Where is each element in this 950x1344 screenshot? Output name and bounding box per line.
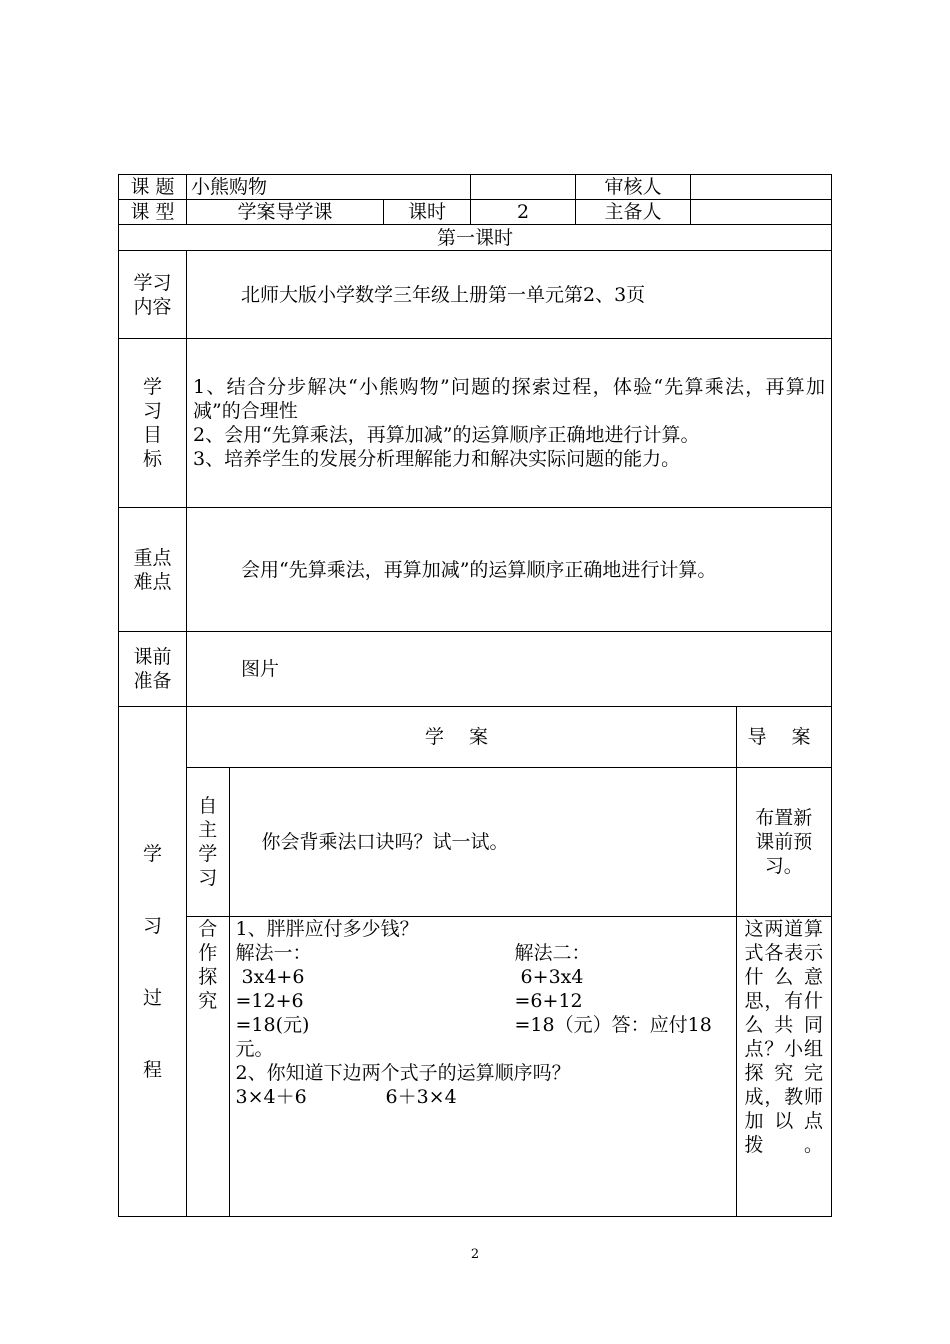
objectives-text <box>187 339 832 508</box>
objective-item: 3、培养学生的发展分析理解能力和解决实际问题的能力。 <box>193 448 681 470</box>
expression-1: 3×4＋6 <box>235 1085 307 1108</box>
lesson-title: 第一课时 <box>119 225 832 251</box>
method-two-line: =18（元）答：应付18 <box>514 1013 712 1036</box>
keypoints-label <box>119 508 187 632</box>
objective-item: 1、结合分步解决“小熊购物”问题的探索过程，体验“先算乘法，再算加减”的合理性 <box>193 376 826 422</box>
hours-value: 2 <box>471 200 576 225</box>
hours-label: 课时 <box>384 200 471 225</box>
self-study-label <box>187 767 229 916</box>
keypoints-label-line-1: 重点 <box>133 546 172 569</box>
preparer-value <box>691 200 832 225</box>
process-label-char: 学 <box>142 842 162 865</box>
objectives-label-char: 习 <box>142 400 162 422</box>
guide-header: 导 案 <box>736 707 831 767</box>
self-study-label-char: 学 <box>198 842 218 865</box>
content-label-line-2: 内容 <box>133 295 172 318</box>
topic-value: 小熊购物 <box>187 175 471 200</box>
coop-label-char: 合 <box>198 917 218 940</box>
reviewer-label: 审核人 <box>576 175 691 200</box>
page-number: 2 <box>470 1247 480 1262</box>
process-label <box>119 707 187 1217</box>
coop-label-char: 探 <box>198 965 218 988</box>
content-label-line-1: 学习 <box>133 271 172 294</box>
keypoints-label-line-2: 难点 <box>133 570 172 593</box>
lesson-plan-table <box>118 174 832 1217</box>
expression-2: 6＋3×4 <box>385 1085 457 1108</box>
coop-label-char: 究 <box>198 989 218 1012</box>
content-label <box>119 251 187 339</box>
self-study-text: 你会背乘法口诀吗？试一试。 <box>229 767 736 916</box>
type-label: 课 型 <box>119 200 187 225</box>
coop-methods <box>236 941 730 1037</box>
method-two-line: =6+12 <box>514 989 583 1012</box>
self-study-guide: 布置新课前预习。 <box>736 767 831 916</box>
method-one <box>236 941 515 1037</box>
self-study-label-char: 主 <box>198 818 218 841</box>
answer-tail: 元。 <box>235 1037 274 1060</box>
process-label-char: 习 <box>142 914 162 937</box>
reviewer-value <box>691 175 832 200</box>
coop-content <box>229 916 736 1216</box>
process-label-char: 过 <box>142 986 162 1009</box>
preparer-label: 主备人 <box>576 200 691 225</box>
process-body <box>187 707 832 1217</box>
coop-label <box>187 916 229 1216</box>
process-inner-table <box>187 707 831 1216</box>
coop-label-char: 作 <box>198 941 218 964</box>
self-study-label-char: 自 <box>198 794 218 817</box>
process-label-char: 程 <box>142 1058 162 1081</box>
method-two-line: 6+3x4 <box>514 965 584 988</box>
topic-label: 课 题 <box>119 175 187 200</box>
method-two <box>515 941 730 1037</box>
prep-label <box>119 632 187 707</box>
coop-guide: 这两道算式各表示什么意思，有什么共同点？小组探究完成，教师加以点拨。 <box>736 916 831 1216</box>
prep-label-line-1: 课前 <box>133 646 172 668</box>
type-value: 学案导学课 <box>187 200 384 225</box>
method-one-line: =12+6 <box>235 989 304 1012</box>
method-two-title: 解法二： <box>514 941 591 964</box>
prep-label-line-2: 准备 <box>133 670 172 692</box>
keypoints-text: 会用“先算乘法，再算加减”的运算顺序正确地进行计算。 <box>187 508 832 632</box>
objectives-label <box>119 339 187 508</box>
coop-question-1: 1、胖胖应付多少钱？ <box>235 917 419 940</box>
method-one-title: 解法一： <box>235 941 312 964</box>
study-header: 学 案 <box>187 707 736 767</box>
objectives-label-char: 学 <box>142 376 162 398</box>
objectives-label-char: 标 <box>142 448 162 470</box>
coop-expressions <box>236 1085 536 1109</box>
prep-text: 图片 <box>187 632 832 707</box>
method-one-line: 3x4+6 <box>235 965 305 988</box>
coop-question-2: 2、你知道下边两个式子的运算顺序吗？ <box>235 1061 571 1084</box>
self-study-label-char: 习 <box>198 866 218 889</box>
objectives-label-char: 目 <box>142 424 162 446</box>
method-one-line: =18(元) <box>235 1013 310 1036</box>
content-text: 北师大版小学数学三年级上册第一单元第2、3页 <box>187 251 832 339</box>
objective-item: 2、会用“先算乘法，再算加减”的运算顺序正确地进行计算。 <box>193 424 700 446</box>
